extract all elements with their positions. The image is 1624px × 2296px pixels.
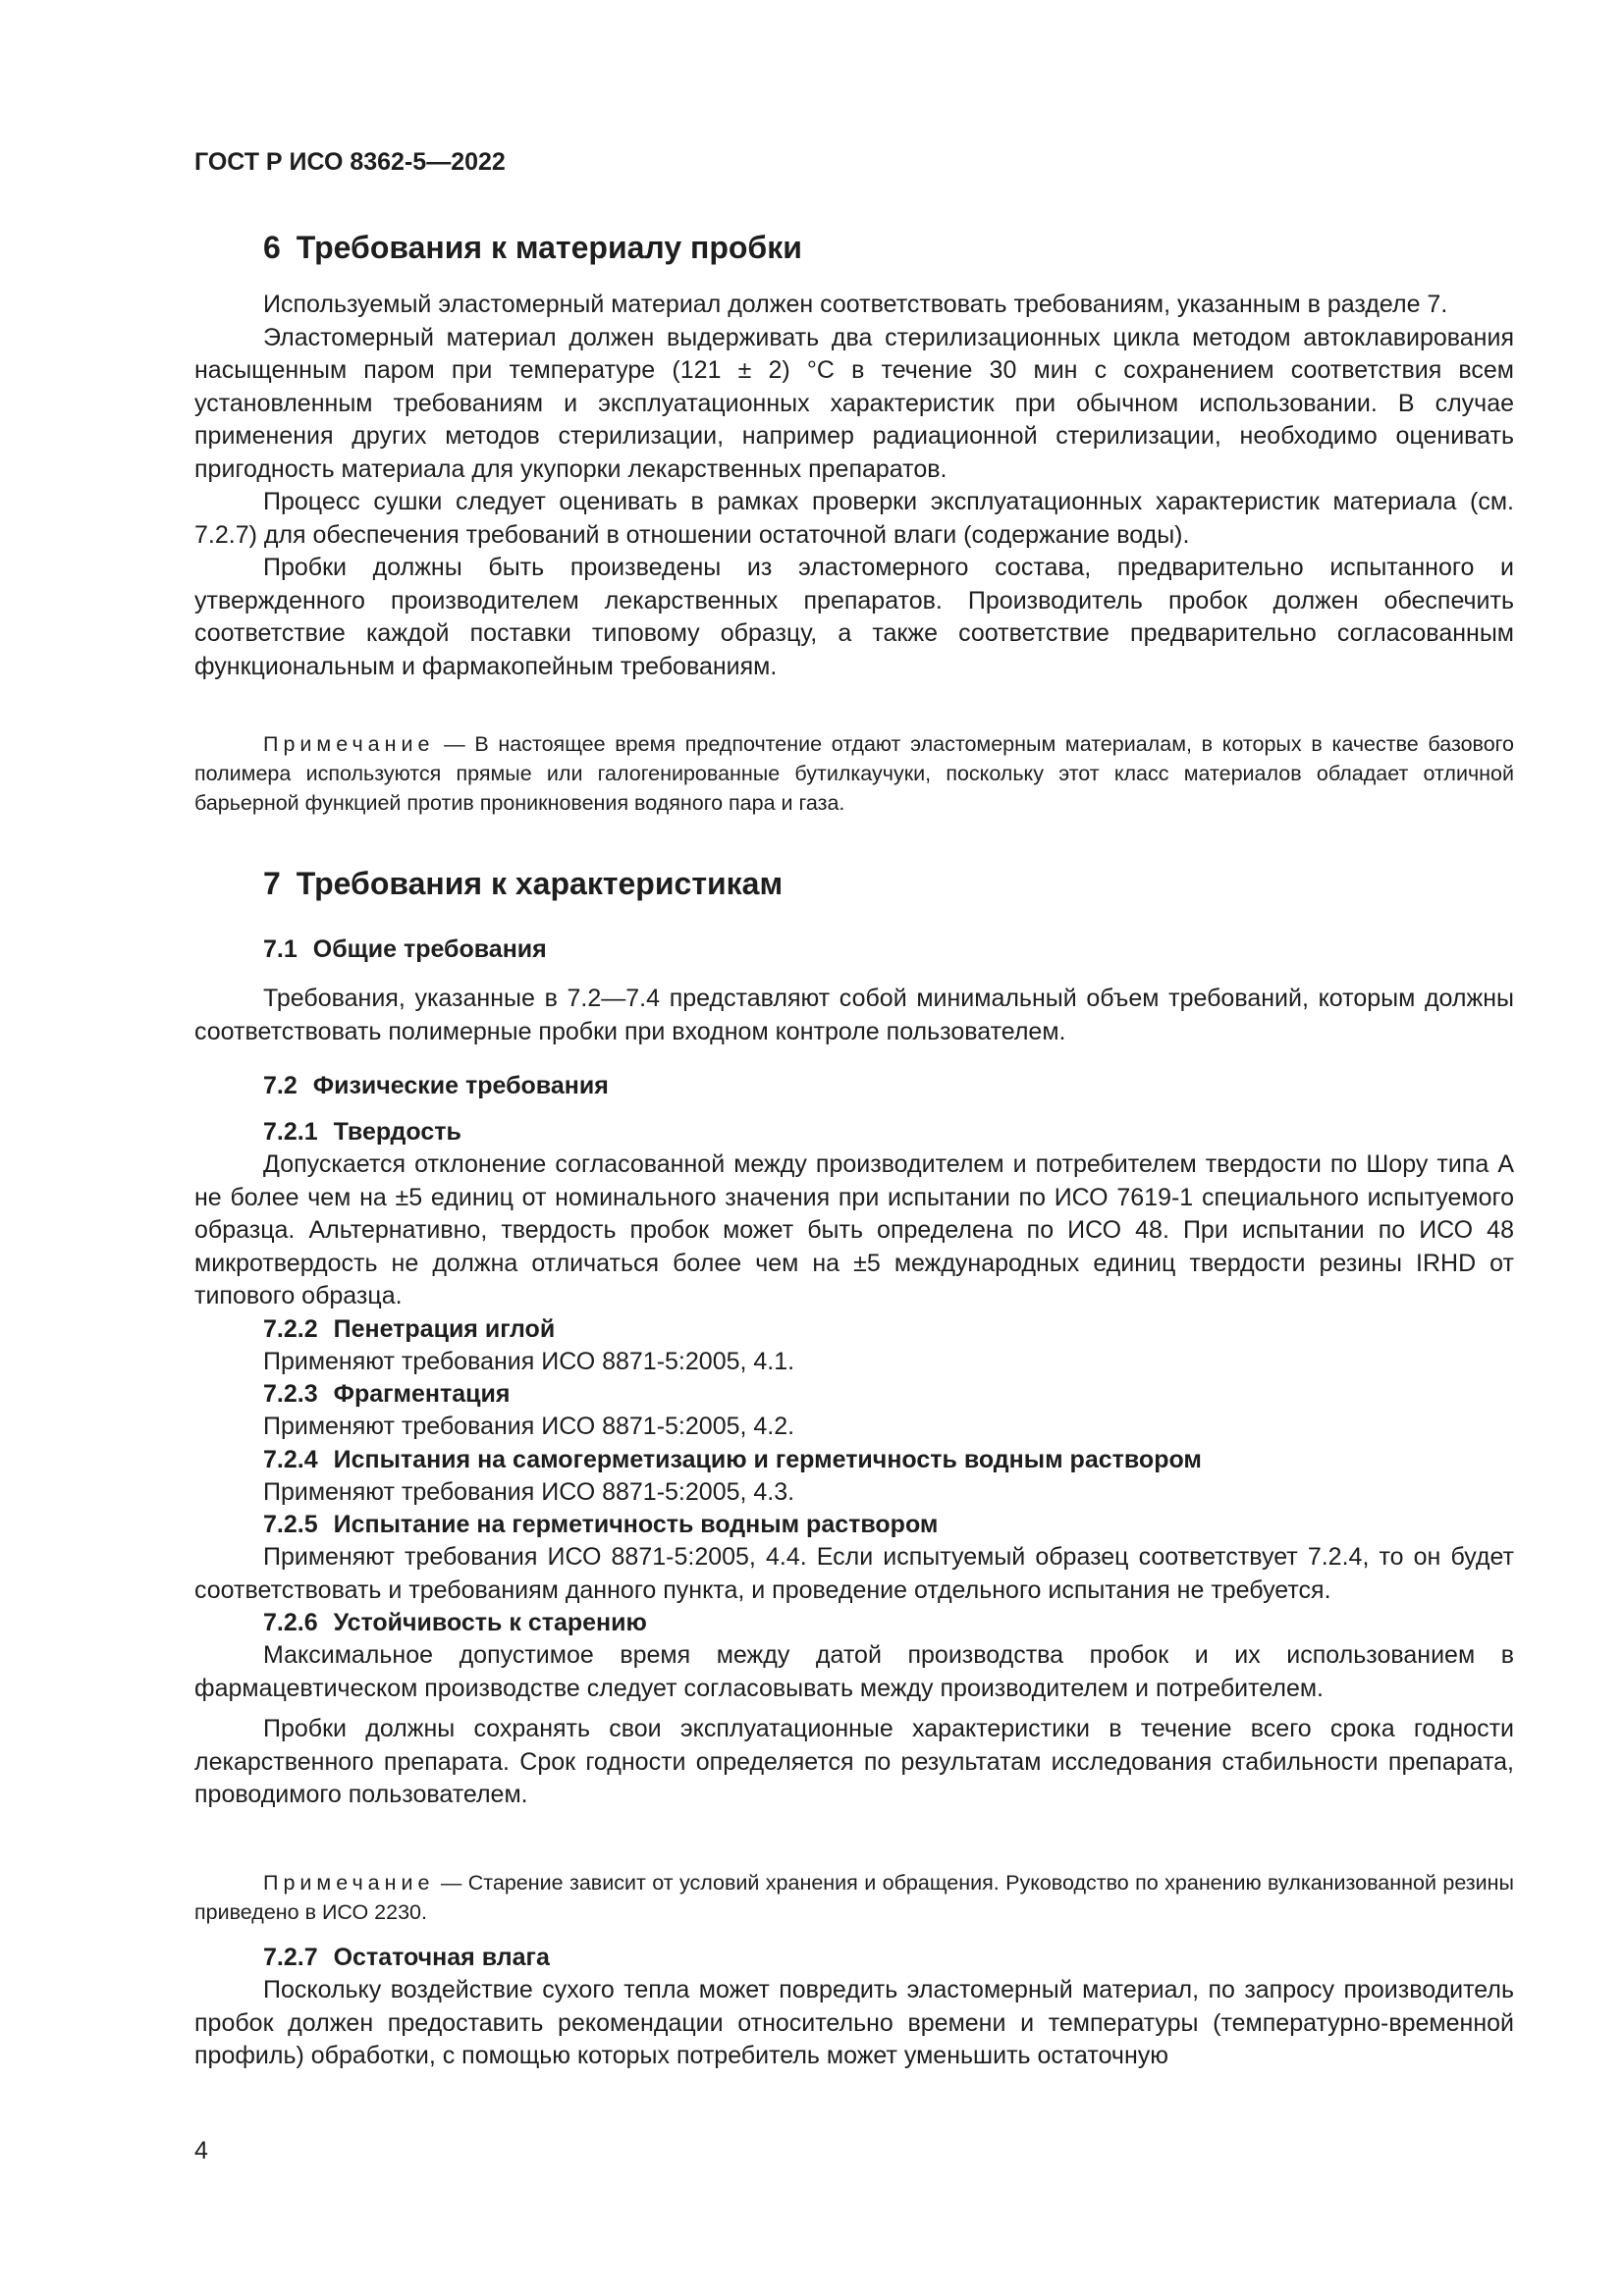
note-text: — Старение зависит от условий хранения и обращения. Руководство по хранению вулканизованной резины приведено в ИСО 2230.	[194, 1871, 1514, 1924]
clause-title: Фрагментация	[333, 1380, 511, 1408]
section-number: 7	[263, 866, 281, 901]
section-7-1-body	[194, 983, 1514, 1048]
section-7-1-heading	[194, 934, 1514, 966]
section-number: 6	[263, 230, 281, 265]
subsection-title: Общие требования	[312, 935, 547, 963]
section-7-heading	[194, 864, 1514, 903]
clause-heading	[194, 1444, 1514, 1476]
section-title: Требования к материалу пробки	[296, 230, 802, 265]
note-text: — В настоящее время предпочтение отдают эластомерным материалам, в которых в качестве базового полимера используются прямые или галогенированные бутилкаучуки, поскольку этот класс материалов обладает отличной барьерной функцией против проникновения водяного пара и газа.	[194, 732, 1514, 815]
note	[194, 729, 1514, 818]
clause-number: 7.2.7	[263, 1944, 318, 1971]
paragraph: Поскольку воздействие сухого тепла может повредить эластомерный материал, по запросу производитель пробок должен предоставить рекомендации относительно времени и температуры (температурно-временной профиль) обработки, с помощью которых потребитель может уменьшить остаточную	[194, 1976, 1514, 2069]
section-7	[194, 864, 1514, 903]
clause-title: Испытания на самогерметизацию и герметичность водным раствором	[333, 1445, 1202, 1473]
section-6-body	[194, 289, 1514, 683]
clause-heading	[194, 1313, 1514, 1346]
paragraph: Применяют требования ИСО 8871-5:2005, 4.1.	[263, 1347, 795, 1375]
subsection-number: 7.1	[263, 935, 298, 963]
clause-number: 7.2.4	[263, 1445, 318, 1473]
paragraph: Пробки должны быть произведены из эластомерного состава, предварительно испытанного и утвержденного производителем лекарственных препаратов. Производитель пробок должен обеспечить соответствие каждой поставки типовому образцу, а также соответствие предварительно согласованным функциональным и фармакопейным требованиям.	[194, 554, 1514, 680]
clause-number: 7.2.3	[263, 1380, 318, 1408]
page-number: 4	[194, 2137, 208, 2164]
section-7-2-6-note	[194, 1868, 1514, 1927]
clause-heading	[194, 1378, 1514, 1411]
paragraph: Применяют требования ИСО 8871-5:2005, 4.4. Если испытуемый образец соответствует 7.2.4, то он будет соответствовать и требованиям данного пункта, и проведение отдельного испытания не требуется.	[194, 1543, 1514, 1604]
paragraph: Максимальное допустимое время между датой производства пробок и их использованием в фармацевтическом производстве следует согласовывать между производителем и потребителем.	[194, 1641, 1514, 1702]
clause-title: Твердость	[333, 1118, 461, 1146]
paragraph: Процесс сушки следует оценивать в рамках проверки эксплуатационных характеристик материала (см. 7.2.7) для обеспечения требований в отношении остаточной влаги (содержание воды).	[194, 488, 1514, 549]
clause-title: Испытание на герметичность водным раствором	[333, 1511, 939, 1538]
clause-heading	[194, 1942, 1514, 1974]
note-label: Примечание	[263, 732, 435, 756]
paragraph: Применяют требования ИСО 8871-5:2005, 4.3.	[263, 1477, 795, 1506]
document-code: ГОСТ Р ИСО 8362-5—2022	[194, 148, 506, 176]
clause-number: 7.2.6	[263, 1609, 318, 1636]
note-label: Примечание	[263, 1871, 435, 1895]
clause-title: Остаточная влага	[333, 1944, 550, 1971]
clause-heading	[194, 1116, 1514, 1148]
section-6	[194, 228, 1514, 267]
paragraph: Допускается отклонение согласованной между производителем и потребителем твердости по Шору типа А не более чем на ±5 единиц от номинального значения при испытании по ИСО 7619-1 специального испытуемого образца. Альтернативно, твердость пробок может быть определена по ИСО 48. При испытании по ИСО 48 микротвердость не должна отличаться более чем на ±5 международных единиц твердости резины IRHD от типового образца.	[194, 1150, 1514, 1309]
clause-title: Устойчивость к старению	[333, 1609, 647, 1636]
clause-number: 7.2.5	[263, 1511, 318, 1538]
paragraph: Требования, указанные в 7.2—7.4 представляют собой минимальный объем требований, которым должны соответствовать полимерные пробки при входном контроле пользователем.	[194, 985, 1514, 1045]
section-7-2-heading	[194, 1070, 1514, 1102]
section-6-heading	[194, 228, 1514, 267]
clause-number: 7.2.2	[263, 1314, 318, 1343]
note	[194, 1868, 1514, 1927]
clause-number: 7.2.1	[263, 1118, 318, 1146]
clause-title: Пенетрация иглой	[333, 1314, 556, 1343]
paragraph: Эластомерный материал должен выдерживать два стерилизационных цикла методом автоклавирования насыщенным паром при температуре (121 ± 2) °С в течение 30 мин с сохранением соответствия всем установленным требованиям и эксплуатационных характеристик при обычном использовании. В случае применения других методов стерилизации, например радиационной стерилизации, необходимо оценивать пригодность материала для укупорки лекарственных препаратов.	[194, 323, 1514, 483]
paragraph: Используемый эластомерный материал должен соответствовать требованиям, указанным в разделе 7.	[263, 291, 1448, 318]
section-title: Требования к характеристикам	[296, 866, 784, 901]
subsection-title: Физические требования	[312, 1072, 609, 1099]
section-7-2-7	[194, 1942, 1514, 2073]
section-7-2-1-to-7-2-6	[194, 1116, 1514, 1812]
subsection-number: 7.2	[263, 1072, 298, 1099]
clause-heading	[194, 1607, 1514, 1639]
paragraph: Применяют требования ИСО 8871-5:2005, 4.2.	[263, 1413, 795, 1440]
clause-heading	[194, 1509, 1514, 1541]
section-6-note	[194, 729, 1514, 818]
paragraph: Пробки должны сохранять свои эксплуатационные характеристики в течение всего срока годности лекарственного препарата. Срок годности определяется по результатам исследования стабильности препарата, проводимого пользователем.	[194, 1715, 1514, 1808]
